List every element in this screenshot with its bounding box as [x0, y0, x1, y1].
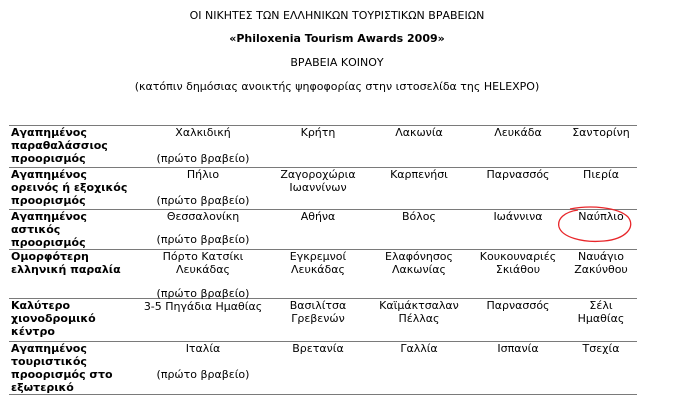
table-row [9, 126, 637, 168]
place-value: Γαλλία [367, 342, 471, 395]
first-prize-label: (πρώτο βραβείο) [156, 287, 250, 300]
table-row [9, 299, 637, 342]
place-value: Αθήνα [269, 210, 367, 250]
first-place-cell [137, 287, 269, 342]
place-value: 3-5 Πηγάδια Ημαθίας [143, 300, 263, 313]
place-value: Θεσσαλονίκη [166, 210, 240, 223]
place-value: Βόλος [367, 210, 471, 250]
category-label: Αγαπημένος παραθαλάσσιος προορισμός [9, 126, 137, 168]
document-title: ΟΙ ΝΙΚΗΤΕΣ ΤΩΝ ΕΛΛΗΝΙΚΩΝ ΤΟΥΡΙΣΤΙΚΩΝ ΒΡΑΒΕΙΩΝ [189, 9, 485, 22]
place-value: Καϊμάκτσαλαν Πέλλας [367, 299, 471, 342]
first-place-cell [137, 342, 269, 395]
place-value: Ιταλία [185, 342, 221, 355]
place-value: Τσεχία [565, 342, 637, 395]
place-value: Εγκρεμνοί Λευκάδας [269, 250, 367, 299]
place-value: Καρπενήσι [367, 168, 471, 210]
place-value: Παρνασσός [471, 299, 565, 342]
table-row [9, 210, 637, 250]
first-place-cell [137, 126, 269, 168]
category-label: Ομορφότερη ελληνική παραλία [9, 250, 137, 299]
place-value: Ελαφόνησος Λακωνίας [367, 250, 471, 299]
awards-name: «Philoxenia Tourism Awards 2009» [229, 32, 445, 45]
category-label: Αγαπημένος αστικός προορισμός [9, 210, 137, 250]
place-value: Βρετανία [269, 342, 367, 395]
table-row [9, 342, 637, 395]
place-value: Λακωνία [367, 126, 471, 168]
category-label: Αγαπημένος τουριστικός προορισμός στο εξωτερικό [9, 342, 137, 395]
place-value: Ιωάννινα [471, 210, 565, 250]
voting-note: (κατόπιν δημόσιας ανοικτής ψηφοφορίας στην ιστοσελίδα της HELEXPO) [134, 80, 540, 93]
place-value: Πιερία [565, 168, 637, 210]
place-value: Ναύπλιο [565, 210, 637, 250]
table-row [9, 250, 637, 299]
place-value: Ναυάγιο Ζακύνθου [565, 250, 637, 299]
first-place-cell [137, 168, 269, 210]
awards-subtitle: ΒΡΑΒΕΙΑ ΚΟΙΝΟΥ [290, 56, 384, 69]
awards-table [9, 125, 637, 395]
place-value: Πήλιο [186, 168, 220, 181]
place-value: Χαλκιδική [175, 126, 231, 139]
first-prize-label: (πρώτο βραβείο) [156, 368, 250, 381]
first-place-cell [137, 210, 269, 250]
category-label: Αγαπημένος ορεινός ή εξοχικός προορισμός [9, 168, 137, 210]
first-prize-label: (πρώτο βραβείο) [156, 194, 250, 207]
table-row [9, 168, 637, 210]
place-value: Πόρτο Κατσίκι Λευκάδας [137, 250, 269, 299]
first-prize-label: (πρώτο βραβείο) [156, 152, 250, 165]
place-value: Σέλι Ημαθίας [565, 299, 637, 342]
place-value: Ισπανία [471, 342, 565, 395]
place-value: Παρνασσός [471, 168, 565, 210]
first-prize-label: (πρώτο βραβείο) [156, 233, 250, 246]
category-label: Καλύτερο χιονοδρομικό κέντρο [9, 299, 137, 342]
place-value: Βασιλίτσα Γρεβενών [269, 299, 367, 342]
place-value: Κουκουναριές Σκιάθου [471, 250, 565, 299]
place-value: Κρήτη [269, 126, 367, 168]
place-value: Λευκάδα [471, 126, 565, 168]
place-value: Σαντορίνη [565, 126, 637, 168]
place-value: Ζαγοροχώρια Ιωαννίνων [269, 168, 367, 210]
